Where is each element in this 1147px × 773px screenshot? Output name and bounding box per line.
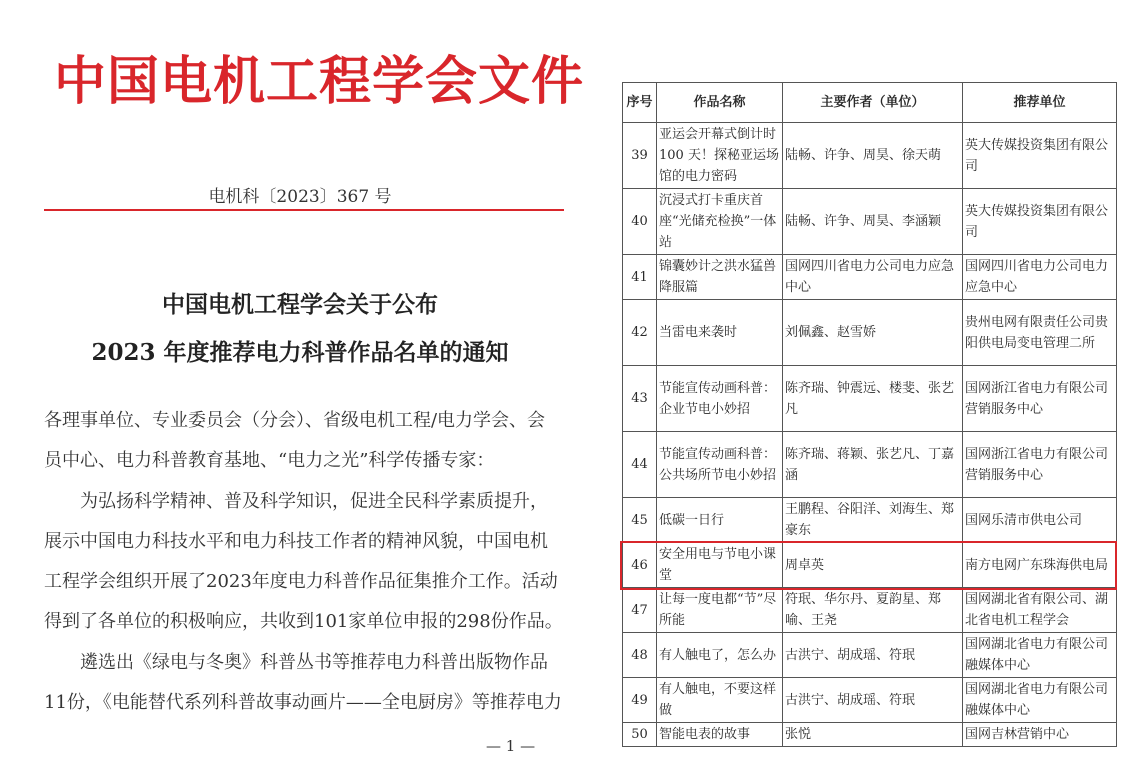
- cell-authors: 周卓英: [783, 543, 963, 588]
- table-row: [623, 366, 1117, 432]
- cell-serial: 48: [623, 633, 657, 678]
- cell-serial: 45: [623, 498, 657, 543]
- page-number: — 1 —: [486, 737, 536, 755]
- cell-recommender: 南方电网广东珠海供电局: [963, 543, 1117, 588]
- cell-serial: 50: [623, 723, 657, 747]
- table-row: [623, 432, 1117, 498]
- table-row: [623, 498, 1117, 543]
- table-row: [623, 543, 1117, 588]
- works-table: [622, 82, 1117, 747]
- cell-recommender: 贵州电网有限责任公司贵阳供电局变电管理二所: [963, 300, 1117, 366]
- masthead-divider: [44, 209, 564, 211]
- table-body: [623, 123, 1117, 747]
- header-authors: 主要作者（单位）: [783, 83, 963, 123]
- cell-recommender: 国网四川省电力公司电力应急中心: [963, 255, 1117, 300]
- cell-work-title: 低碳一日行: [657, 498, 783, 543]
- cell-work-title: 节能宣传动画科普：公共场所节电小妙招: [657, 432, 783, 498]
- cell-work-title: 当雷电来袭时: [657, 300, 783, 366]
- body-line: 展示中国电力科技水平和电力科技工作者的精神风貌，中国电机: [44, 531, 548, 552]
- cell-authors: 符珉、华尔丹、夏韵星、郑喻、王尧: [783, 588, 963, 633]
- table-row: [623, 255, 1117, 300]
- cell-serial: 43: [623, 366, 657, 432]
- cell-work-title: 安全用电与节电小课堂: [657, 543, 783, 588]
- cell-authors: 陈齐瑞、蒋颖、张艺凡、丁嘉涵: [783, 432, 963, 498]
- cell-authors: 张悦: [783, 723, 963, 747]
- cell-recommender: 国网湖北省有限公司、湖北省电机工程学会: [963, 588, 1117, 633]
- table-row: [623, 723, 1117, 747]
- cell-work-title: 让每一度电都“节”尽所能: [657, 588, 783, 633]
- body-line: 11份，《电能替代系列科普故事动画片——全电厨房》等推荐电力: [44, 692, 562, 713]
- masthead-title: 中国电机工程学会文件: [54, 52, 585, 112]
- table-row: [623, 633, 1117, 678]
- cell-serial: 41: [623, 255, 657, 300]
- cell-work-title: 锦囊妙计之洪水猛兽降服篇: [657, 255, 783, 300]
- body-line: 各理事单位、专业委员会（分会）、省级电机工程/电力学会、会: [44, 410, 546, 431]
- cell-work-title: 有人触电了，怎么办: [657, 633, 783, 678]
- cell-serial: 49: [623, 678, 657, 723]
- table-row: [623, 588, 1117, 633]
- table-row: [623, 123, 1117, 189]
- document-number: 电机科〔2023〕367 号: [208, 187, 392, 207]
- notice-heading-line1: 中国电机工程学会关于公布: [162, 291, 438, 318]
- cell-work-title: 沉浸式打卡重庆首座“光储充检换”一体站: [657, 189, 783, 255]
- cell-authors: 王鹏程、谷阳洋、刘海生、郑豪东: [783, 498, 963, 543]
- cell-serial: 47: [623, 588, 657, 633]
- cell-authors: 古洪宁、胡成瑶、符珉: [783, 633, 963, 678]
- table-row: [623, 300, 1117, 366]
- cell-recommender: 国网浙江省电力有限公司营销服务中心: [963, 366, 1117, 432]
- cell-serial: 46: [623, 543, 657, 588]
- cell-authors: 陆畅、许争、周昊、徐天萌: [783, 123, 963, 189]
- cell-work-title: 智能电表的故事: [657, 723, 783, 747]
- cell-recommender: 国网吉林营销中心: [963, 723, 1117, 747]
- body-line: 工程学会组织开展了2023年度电力科普作品征集推介工作。活动: [44, 571, 558, 592]
- cell-work-title: 节能宣传动画科普：企业节电小妙招: [657, 366, 783, 432]
- cell-work-title: 亚运会开幕式倒计时 100 天！探秘亚运场馆的电力密码: [657, 123, 783, 189]
- table-row: [623, 678, 1117, 723]
- table-row: [623, 189, 1117, 255]
- cell-serial: 42: [623, 300, 657, 366]
- header-recommender: 推荐单位: [963, 83, 1117, 123]
- cell-recommender: 英大传媒投资集团有限公司: [963, 123, 1117, 189]
- body-line: 得到了各单位的积极响应，共收到101家单位申报的298份作品。: [44, 611, 563, 632]
- body-line: 为弘扬科学精神、普及科学知识，促进全民科学素质提升，: [44, 491, 548, 512]
- header-serial: 序号: [623, 83, 657, 123]
- cell-authors: 古洪宁、胡成瑶、符珉: [783, 678, 963, 723]
- cell-recommender: 国网乐清市供电公司: [963, 498, 1117, 543]
- cell-recommender: 国网浙江省电力有限公司营销服务中心: [963, 432, 1117, 498]
- cell-authors: 刘佩鑫、赵雪娇: [783, 300, 963, 366]
- works-table-container: [622, 82, 1116, 747]
- cell-recommender: 国网湖北省电力有限公司融媒体中心: [963, 678, 1117, 723]
- cell-recommender: 英大传媒投资集团有限公司: [963, 189, 1117, 255]
- cell-work-title: 有人触电，不要这样做: [657, 678, 783, 723]
- cell-authors: 国网四川省电力公司电力应急中心: [783, 255, 963, 300]
- cell-authors: 陈齐瑞、钟震远、楼斐、张艺凡: [783, 366, 963, 432]
- body-line: 员中心、电力科普教育基地、“电力之光”科学传播专家：: [44, 450, 495, 471]
- cell-serial: 44: [623, 432, 657, 498]
- cell-serial: 39: [623, 123, 657, 189]
- header-work-title: 作品名称: [657, 83, 783, 123]
- table-header-row: [623, 83, 1117, 123]
- body-line: 遴选出《绿电与冬奥》科普丛书等推荐电力科普出版物作品: [44, 652, 548, 673]
- cell-authors: 陆畅、许争、周昊、李涵颖: [783, 189, 963, 255]
- cell-serial: 40: [623, 189, 657, 255]
- notice-heading-line2: 2023 年度推荐电力科普作品名单的通知: [91, 339, 509, 366]
- cell-recommender: 国网湖北省电力有限公司融媒体中心: [963, 633, 1117, 678]
